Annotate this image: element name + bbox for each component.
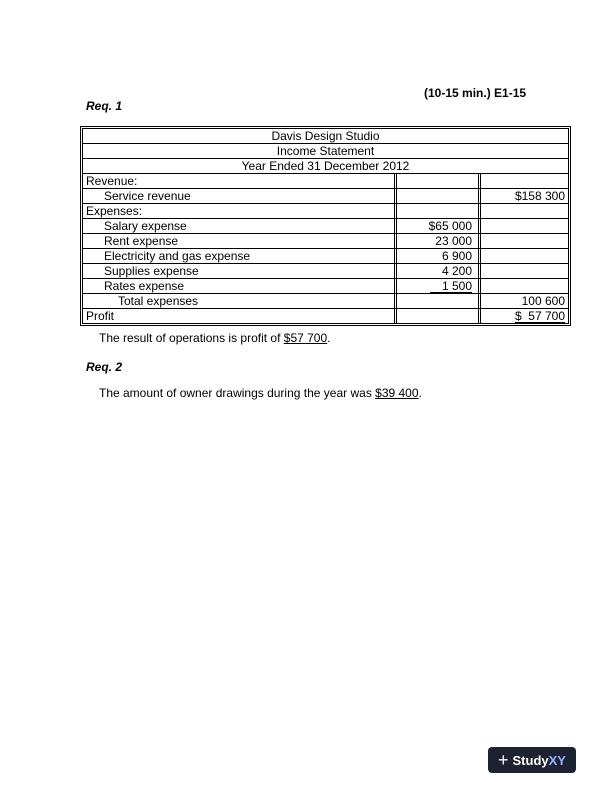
total-expenses-label: Total expenses xyxy=(83,294,397,308)
expense-amount: 1 500 xyxy=(430,281,472,293)
expense-label: Electricity and gas expense xyxy=(83,249,397,263)
expense-label: Supplies expense xyxy=(83,264,397,278)
expense-amount: 23 000 xyxy=(397,234,481,248)
company-name: Davis Design Studio xyxy=(83,129,568,144)
table-row xyxy=(83,264,568,279)
expense-label: Rent expense xyxy=(83,234,397,248)
expense-amount: $65 000 xyxy=(397,219,481,233)
table-row xyxy=(83,174,568,189)
table-row xyxy=(83,189,568,204)
table-row xyxy=(83,204,568,219)
profit-label: Profit xyxy=(83,309,397,323)
plus-icon: + xyxy=(498,750,509,770)
profit-value: $ 57 700 xyxy=(514,309,565,323)
income-statement-table xyxy=(80,126,571,326)
statement-title: Income Statement xyxy=(83,144,568,159)
req-2-label: Req. 2 xyxy=(86,360,123,374)
table-row xyxy=(83,219,568,234)
expense-amount: 6 900 xyxy=(397,249,481,263)
req-1-label: Req. 1 xyxy=(86,99,123,113)
table-row xyxy=(83,249,568,264)
expenses-heading: Expenses: xyxy=(83,204,397,218)
exercise-label: (10-15 min.) E1-15 xyxy=(424,86,527,100)
statement-period: Year Ended 31 December 2012 xyxy=(83,159,568,174)
drawings-sentence: The amount of owner drawings during the year was $39 400. xyxy=(99,386,422,400)
table-row xyxy=(83,234,568,249)
service-revenue-label: Service revenue xyxy=(83,189,397,203)
total-expenses-value: 100 600 xyxy=(521,294,565,308)
result-amount: $57 700 xyxy=(283,331,328,345)
brand-name: StudyXY xyxy=(512,752,566,768)
result-sentence: The result of operations is profit of $57 700. xyxy=(99,331,331,345)
expense-label: Rates expense xyxy=(83,279,397,293)
table-row xyxy=(83,309,568,323)
service-revenue-total: $158 300 xyxy=(514,189,565,203)
drawings-amount: $39 400 xyxy=(375,386,419,400)
expense-amount: 4 200 xyxy=(397,264,481,278)
table-row xyxy=(83,294,568,309)
studyxy-logo xyxy=(488,747,576,773)
revenue-heading: Revenue: xyxy=(83,174,397,188)
expense-label: Salary expense xyxy=(83,219,397,233)
table-row xyxy=(83,279,568,294)
